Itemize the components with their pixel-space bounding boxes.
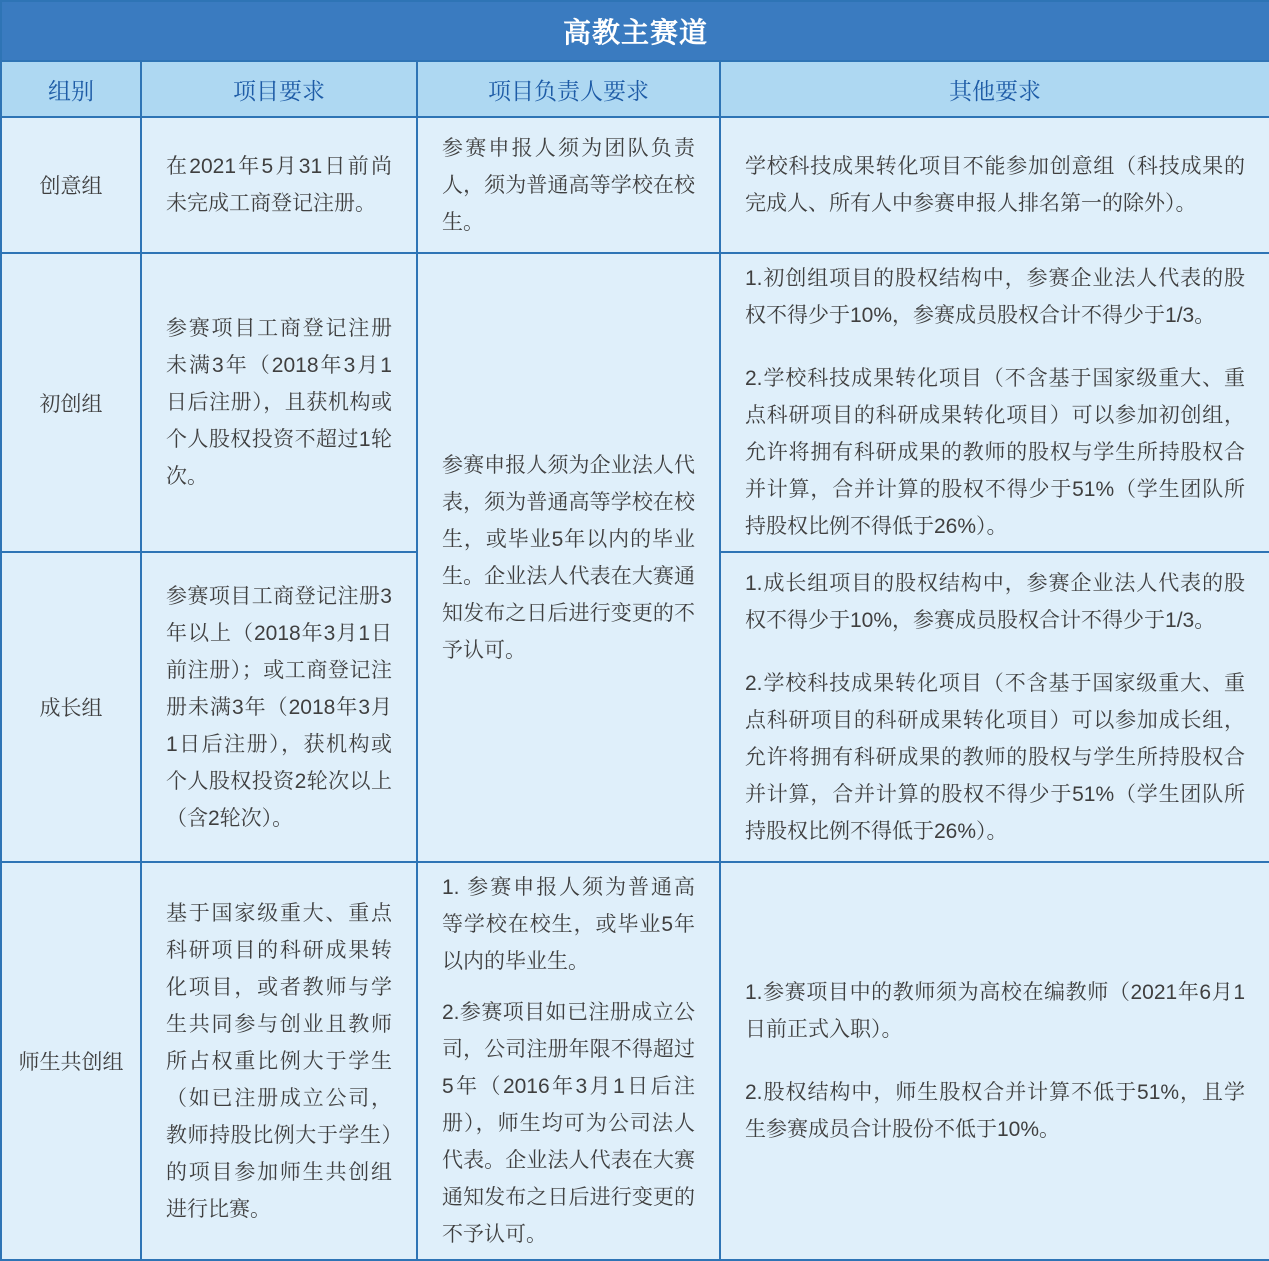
chuangyi-project-text: 在2021年5月31日前尚未完成工商登记注册。 bbox=[166, 155, 392, 215]
table-row-shisheng bbox=[1, 862, 1269, 1260]
cell-shared-leader bbox=[417, 253, 720, 862]
cell-chuangyi-group: 创意组 bbox=[1, 117, 141, 253]
cell-chengzhang-group: 成长组 bbox=[1, 552, 141, 862]
cell-chengzhang-other bbox=[720, 552, 1269, 862]
shisheng-other-item-2: 2.股权结构中，师生股权合并计算不低于51%，且学生参赛成员合计股份不低于10%。 bbox=[745, 1081, 1246, 1141]
cell-chuchuang-other bbox=[720, 253, 1269, 552]
header-row bbox=[1, 61, 1269, 117]
shisheng-leader-item-1: 1. 参赛申报人须为普通高等学校在校生，或毕业5年以内的毕业生。 bbox=[442, 876, 695, 973]
shisheng-other-item-1: 1.参赛项目中的教师须为高校在编教师（2021年6月1日前正式入职）。 bbox=[745, 981, 1246, 1041]
chuchuang-other-item-1: 1.初创组项目的股权结构中，参赛企业法人代表的股权不得少于10%，参赛成员股权合计不得少于1/3。 bbox=[745, 267, 1246, 327]
cell-shisheng-group: 师生共创组 bbox=[1, 862, 141, 1260]
header-group: 组别 bbox=[1, 61, 141, 117]
shisheng-leader-item-2: 2.参赛项目如已注册成立公司，公司注册年限不得超过5年（2016年3月1日后注册），师生均可为公司法人代表。企业法人代表在大赛通知发布之日后进行变更的不予认可。 bbox=[442, 1001, 695, 1246]
chuchuang-other-item-2: 2.学校科技成果转化项目（不含基于国家级重大、重点科研项目的科研成果转化项目）可以参加初创组，允许将拥有科研成果的教师的股权与学生所持股权合并计算，合并计算的股权不得少于51%（学生团队所持股权比例不得低于26%）。 bbox=[745, 367, 1246, 538]
cell-chengzhang-project bbox=[141, 552, 417, 862]
header-other-requirements: 其他要求 bbox=[720, 61, 1269, 117]
cell-shisheng-other bbox=[720, 862, 1269, 1260]
title-row bbox=[1, 1, 1269, 61]
cell-chuchuang-group: 初创组 bbox=[1, 253, 141, 552]
cell-chuangyi-leader bbox=[417, 117, 720, 253]
chengzhang-other-item-2: 2.学校科技成果转化项目（不含基于国家级重大、重点科研项目的科研成果转化项目）可以参加成长组，允许将拥有科研成果的教师的股权与学生所持股权合并计算，合并计算的股权不得少于51%（学生团队所持股权比例不得低于26%）。 bbox=[745, 671, 1246, 843]
chuangyi-other-text: 学校科技成果转化项目不能参加创意组（科技成果的完成人、所有人中参赛申报人排名第一的除外）。 bbox=[745, 155, 1246, 215]
cell-shisheng-leader bbox=[417, 862, 720, 1260]
header-leader-requirements: 项目负责人要求 bbox=[417, 61, 720, 117]
cell-chuangyi-other bbox=[720, 117, 1269, 253]
table-row-chuangyi bbox=[1, 117, 1269, 253]
table-title: 高教主赛道 bbox=[1, 1, 1269, 61]
chengzhang-project-text: 参赛项目工商登记注册3年以上（2018年3月1日前注册）；或工商登记注册未满3年（2018年3月1日后注册），获机构或个人股权投资2轮次以上（含2轮次）。 bbox=[166, 584, 392, 830]
cell-chuchuang-project bbox=[141, 253, 417, 552]
shared-leader-text: 参赛申报人须为企业法人代表，须为普通高等学校在校生，或毕业5年以内的毕业生。企业法人代表在大赛通知发布之日后进行变更的不予认可。 bbox=[442, 453, 695, 662]
chuchuang-project-text: 参赛项目工商登记注册未满3年（2018年3月1日后注册），且获机构或个人股权投资不超过1轮次。 bbox=[166, 317, 392, 488]
shisheng-project-text: 基于国家级重大、重点科研项目的科研成果转化项目，或者教师与学生共同参与创业且教师所占权重比例大于学生（如已注册成立公司，教师持股比例大于学生）的项目参加师生共创组进行比赛。 bbox=[166, 901, 392, 1221]
header-project-requirements: 项目要求 bbox=[141, 61, 417, 117]
table-row-chuchuang bbox=[1, 253, 1269, 552]
chuangyi-leader-text: 参赛申报人须为团队负责人，须为普通高等学校在校生。 bbox=[442, 136, 695, 234]
cell-chuangyi-project bbox=[141, 117, 417, 253]
cell-shisheng-project bbox=[141, 862, 417, 1260]
chengzhang-other-item-1: 1.成长组项目的股权结构中，参赛企业法人代表的股权不得少于10%，参赛成员股权合计不得少于1/3。 bbox=[745, 571, 1246, 632]
